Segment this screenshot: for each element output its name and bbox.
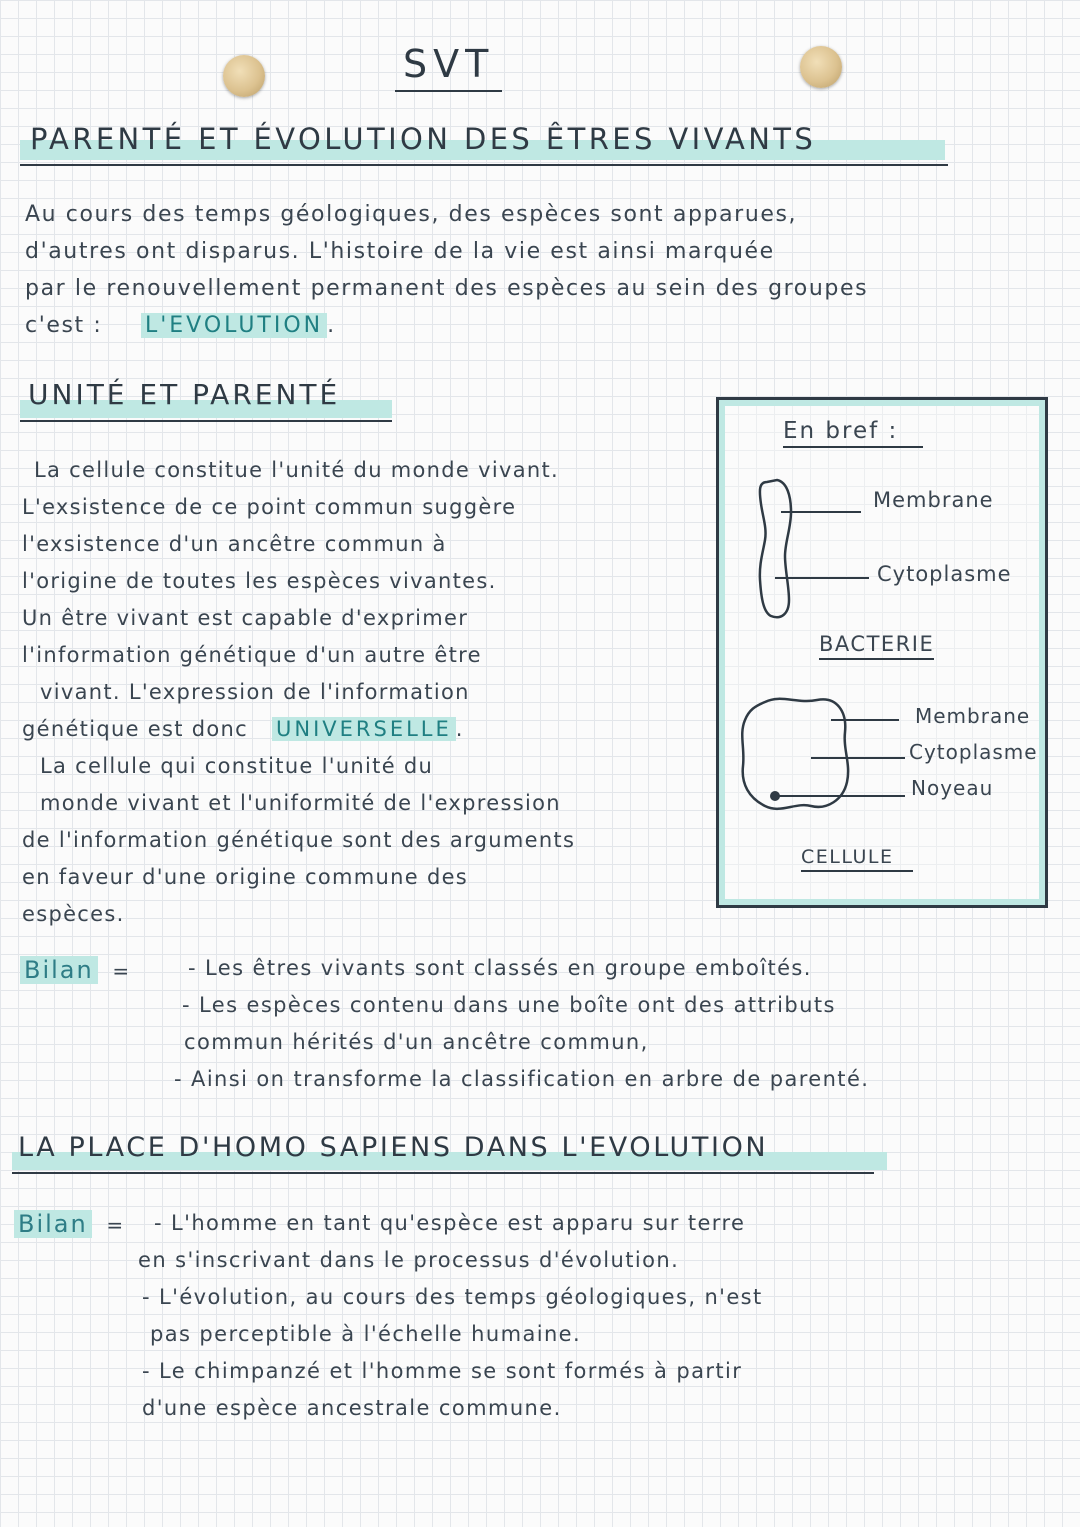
intro-line-start: c'est : <box>25 313 103 338</box>
evolution-keyword: L'EVOLUTION <box>141 313 327 338</box>
binder-hole-right <box>800 46 842 88</box>
section-unite-parente-title <box>20 376 392 422</box>
main-title <box>20 118 945 164</box>
bacteria-label-membrane: Membrane <box>873 488 994 512</box>
section-unite-underline <box>20 420 392 422</box>
bilan-1-item: - Les êtres vivants sont classés en groupe emboîtés. <box>188 956 812 980</box>
bilan-2-sep: = <box>106 1213 125 1237</box>
intro-end: . <box>327 313 336 338</box>
box-title: En bref : <box>783 418 923 448</box>
section-homo-text: LA PLACE D'HOMO SAPIENS DANS L'EVOLUTION <box>18 1132 769 1163</box>
bilan-2-item: pas perceptible à l'échelle humaine. <box>150 1322 582 1346</box>
cell-nucleus <box>770 791 780 801</box>
bilan-1-list <box>170 950 1070 1098</box>
intro-line: d'autres ont disparus. L'histoire de la vie est ainsi marquée <box>25 239 775 264</box>
section-unite-text: UNITÉ ET PARENTÉ <box>28 378 341 411</box>
intro-line: par le renouvellement permanent des espèces au sein des groupes <box>25 276 869 301</box>
cell-label-membrane: Membrane <box>915 704 1031 728</box>
paragraph-line-start: génétique est donc <box>22 717 248 741</box>
paragraph-line: l'information génétique d'un autre être <box>22 643 482 667</box>
cell-label-nucleus: Noyeau <box>911 776 994 800</box>
section-homo-sapiens-title <box>12 1128 887 1174</box>
paragraph-line: en faveur d'une origine commune des <box>22 865 469 889</box>
main-title-underline <box>20 164 948 166</box>
intro-line: Au cours des temps géologiques, des espèces sont apparues, <box>25 202 798 227</box>
bilan-1-word: Bilan <box>20 956 98 984</box>
intro-line <box>25 307 1065 344</box>
bacteria-outline <box>760 480 791 617</box>
bilan-2-label <box>14 1210 125 1238</box>
bilan-1-item: - Ainsi on transforme la classification en arbre de parenté. <box>174 1067 870 1091</box>
cell-outline <box>742 699 848 809</box>
paragraph-line: Un être vivant est capable d'exprimer <box>22 606 469 630</box>
paragraph-line: vivant. L'expression de l'information <box>40 680 470 704</box>
section-homo-underline <box>12 1172 874 1174</box>
summary-box <box>716 397 1048 908</box>
bilan-2-item: en s'inscrivant dans le processus d'évolution. <box>138 1248 680 1272</box>
cell-label-cytoplasm: Cytoplasme <box>909 740 1038 764</box>
bilan-1-sep: = <box>112 959 131 983</box>
paragraph-line: La cellule constitue l'unité du monde vivant. <box>34 458 559 482</box>
bacteria-label-cytoplasm: Cytoplasme <box>877 562 1012 586</box>
main-title-text: PARENTÉ ET ÉVOLUTION DES ÊTRES VIVANTS <box>30 122 817 156</box>
bilan-2-item: - L'homme en tant qu'espèce est apparu sur terre <box>154 1211 746 1235</box>
paragraph-line: La cellule qui constitue l'unité du <box>40 754 434 778</box>
paragraph-line: l'origine de toutes les espèces vivantes. <box>22 569 497 593</box>
page-title: SVT <box>395 42 502 92</box>
binder-hole-left <box>223 55 265 97</box>
bacteria-caption: BACTERIE <box>819 632 934 660</box>
bilan-2-word: Bilan <box>14 1210 92 1238</box>
universelle-keyword: UNIVERSELLE <box>272 717 456 741</box>
paragraph-line: espèces. <box>22 902 125 926</box>
bilan-2-item: d'une espèce ancestrale commune. <box>142 1396 562 1420</box>
bilan-2-item: - L'évolution, au cours des temps géologiques, n'est <box>142 1285 763 1309</box>
intro-paragraph <box>25 196 1065 344</box>
paragraph-line <box>22 711 712 748</box>
paragraph-line: de l'information génétique sont des arguments <box>22 828 576 852</box>
section-unite-paragraph <box>22 452 712 933</box>
paragraph-line: l'exsistence d'un ancêtre commun à <box>22 532 447 556</box>
bilan-1-item: - Les espèces contenu dans une boîte ont des attributs <box>182 993 836 1017</box>
cell-caption: CELLULE <box>801 846 913 872</box>
paragraph-line: L'exsistence de ce point commun suggère <box>22 495 517 519</box>
paragraph-line: monde vivant et l'uniformité de l'expression <box>40 791 561 815</box>
keyword-end: . <box>455 717 464 741</box>
bilan-2-item: - Le chimpanzé et l'homme se sont formés à partir <box>142 1359 743 1383</box>
bilan-2-list <box>138 1205 1068 1427</box>
bilan-1-item: commun hérités d'un ancêtre commun, <box>184 1030 649 1054</box>
bilan-1-label <box>20 956 131 984</box>
